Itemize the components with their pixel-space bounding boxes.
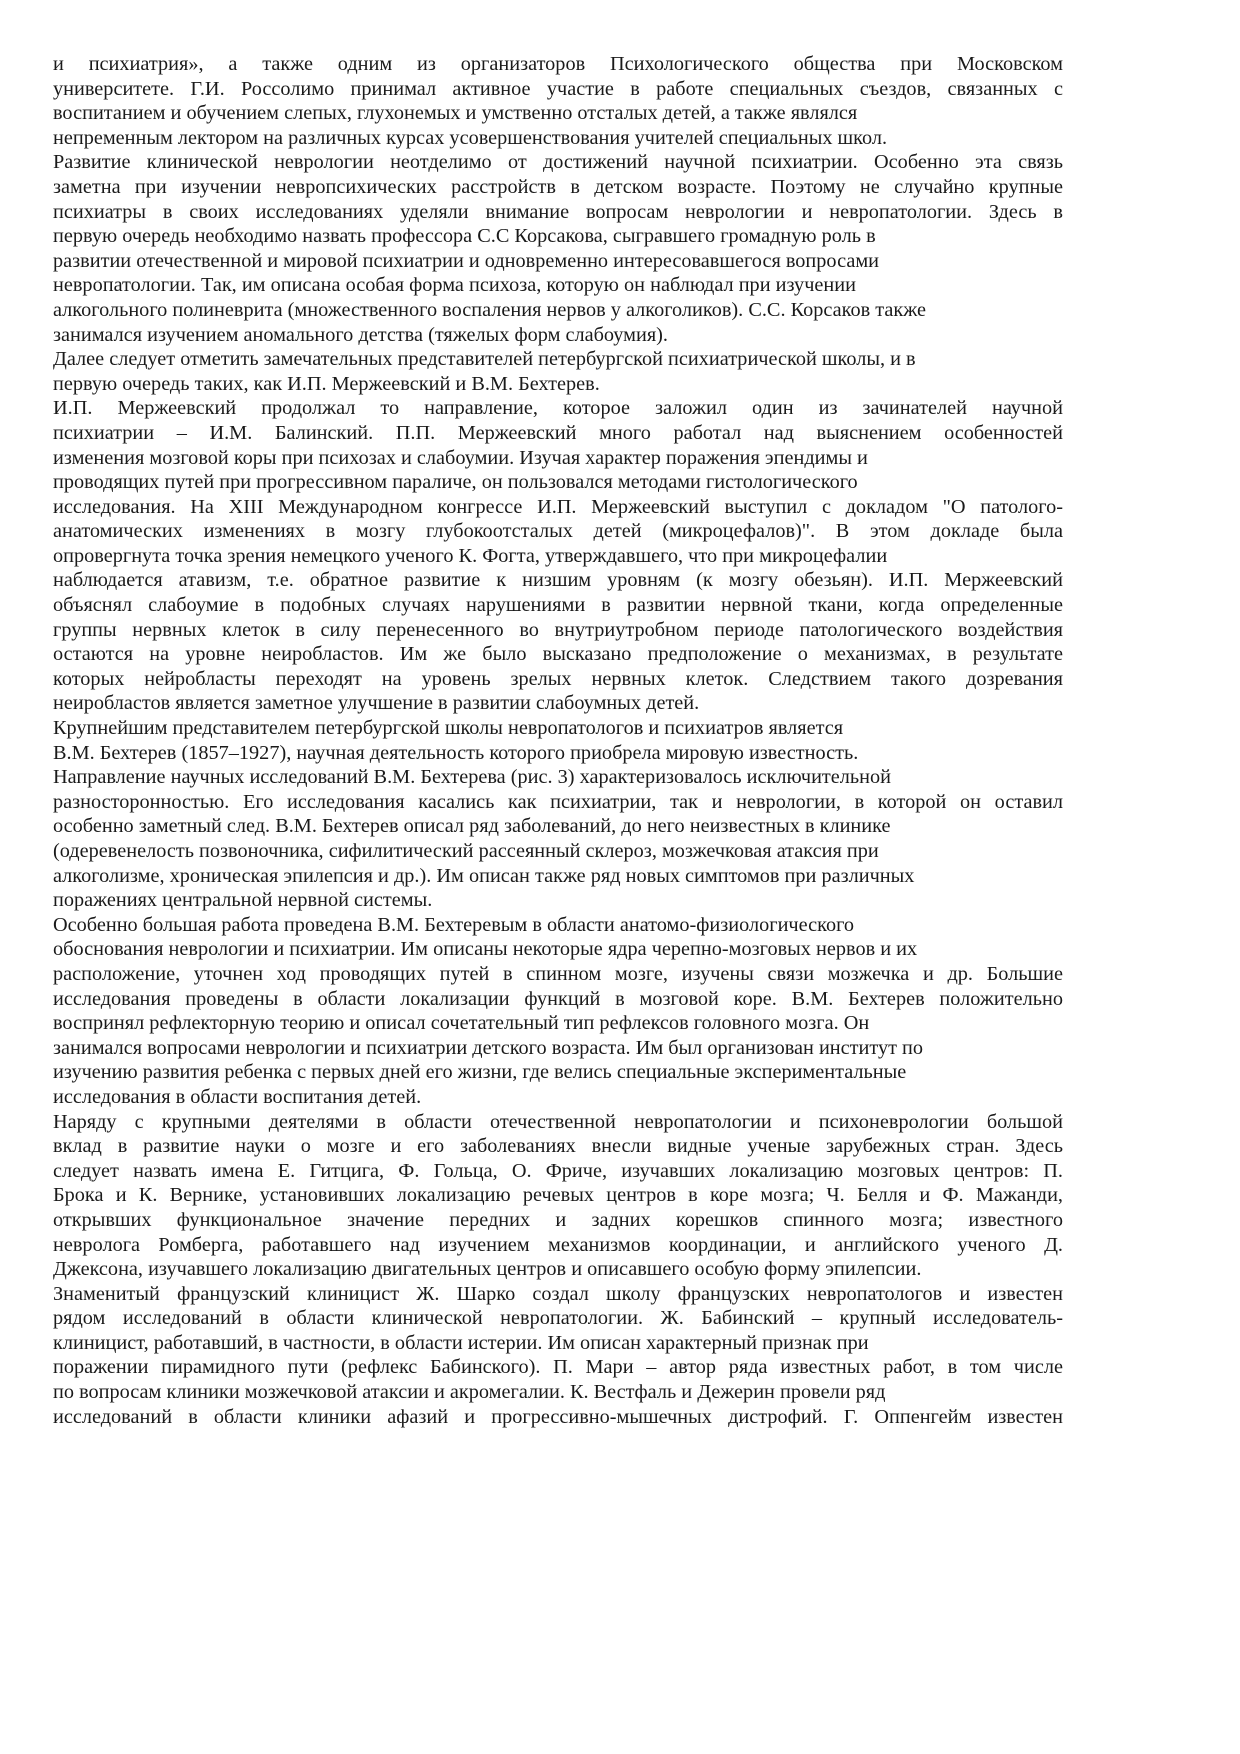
text-line: и психиатрия», а также одним из организаторов Психологического общества при Московском xyxy=(53,53,1063,75)
text-line: открывших функциональное значение передних и задних корешков спинного мозга; известного xyxy=(53,1208,1063,1231)
text-line: остаются на уровне неиробластов. Им же было высказано предположение о механизмах, в результате xyxy=(53,643,1063,666)
text-line: анатомических изменениях в мозгу глубокоотсталых детей (микроцефалов)". В этом докладе была xyxy=(53,520,1063,543)
text-line: проводящих путей при прогрессивном параличе, он пользовался методами гистологического xyxy=(53,471,858,494)
text-line: изучению развития ребенка с первых дней его жизни, где велись специальные экспериментальные xyxy=(53,1061,907,1084)
text-line: Развитие клинической неврологии неотделимо от достижений научной психиатрии. Особенно эта связь xyxy=(53,151,1063,174)
text-line: по вопросам клиники мозжечковой атаксии и акромегалии. К. Вестфаль и Дежерин провели ряд xyxy=(53,1381,886,1404)
text-line: алкоголизме, хроническая эпилепсия и др.). Им описан также ряд новых симптомов при различных xyxy=(53,864,915,887)
text-line: Направление научных исследований В.М. Бехтерева (рис. 3) характеризовалось исключительной xyxy=(53,766,892,789)
text-line: исследования проведены в области локализации функций в мозговой коре. В.М. Бехтерев положительно xyxy=(53,987,1063,1010)
text-line: (одеревенелость позвоночника, сифилитический рассеянный склероз, мозжечковая атаксия при xyxy=(53,840,879,862)
text-line: особенно заметный след. В.М. Бехтерев описал ряд заболеваний, до него неизвестных в клинике xyxy=(53,815,891,838)
text-line: непременным лектором на различных курсах усовершенствования учителей специальных школ. xyxy=(53,126,888,149)
text-line: группы нервных клеток в силу перенесенного во внутриутробном периоде патологического воздействия xyxy=(53,618,1063,641)
text-line: невролога Ромберга, работавшего над изучением механизмов координации, и английского ученого Д. xyxy=(53,1233,1063,1256)
text-line: которых нейробласты переходят на уровень зрелых нервных клеток. Следствием такого дозревания xyxy=(53,667,1063,690)
text-line: невропатологии. Так, им описана особая форма психоза, которую он наблюдал при изучении xyxy=(53,274,856,297)
text-line: разносторонностью. Его исследования касались как психиатрии, так и неврологии, в которой он оставил xyxy=(53,790,1063,813)
text-line: университете. Г.И. Россолимо принимал активное участие в работе специальных съездов, связанных с xyxy=(53,77,1063,100)
text-line: развитии отечественной и мировой психиатрии и одновременно интересовавшегося вопросами xyxy=(53,249,880,272)
text-line: первую очередь таких, как И.П. Мержеевский и В.М. Бехтерев. xyxy=(53,372,600,395)
text-line: неиробластов является заметное улучшение в развитии слабоумных детей. xyxy=(53,692,700,715)
text-line: заметна при изучении невропсихических расстройств в детском возрасте. Поэтому не случайно крупные xyxy=(53,175,1063,198)
document-body-text xyxy=(53,52,1063,1429)
text-line: обоснования неврологии и психиатрии. Им описаны некоторые ядра черепно-мозговых нервов и их xyxy=(53,938,918,961)
text-line: объяснял слабоумие в подобных случаях нарушениями в развитии нервной ткани, когда определенные xyxy=(53,594,1063,617)
text-line: воспринял рефлекторную теорию и описал сочетательный тип рефлексов головного мозга. Он xyxy=(53,1012,870,1035)
text-line: занимался изучением аномального детства (тяжелых форм слабоумия). xyxy=(53,323,668,346)
text-line: расположение, уточнен ход проводящих путей в спинном мозге, изучены связи мозжечка и др. Большие xyxy=(53,962,1063,985)
text-line: вклад в развитие науки о мозге и его заболеваниях внесли видные ученые зарубежных стран. Здесь xyxy=(53,1135,1063,1158)
text-line: занимался вопросами неврологии и психиатрии детского возраста. Им был организован институт по xyxy=(53,1036,924,1059)
text-line: психиатрии – И.М. Балинский. П.П. Мержеевский много работал над выяснением особенностей xyxy=(53,421,1063,444)
text-line: Знаменитый французский клиницист Ж. Шарко создал школу французских невропатологов и известен xyxy=(53,1282,1063,1305)
text-line: опровергнута точка зрения немецкого ученого К. Фогта, утверждавшего, что при микроцефалии xyxy=(53,544,888,567)
text-line: следует назвать имена Е. Гитцига, Ф. Гольца, О. Фриче, изучавших локализацию мозговых центров: П. xyxy=(53,1159,1063,1182)
text-line: Брока и К. Вернике, установивших локализацию речевых центров в коре мозга; Ч. Белля и Ф. Мажанди, xyxy=(53,1184,1063,1207)
text-line: рядом исследований в области клинической невропатологии. Ж. Бабинский – крупный исследователь- xyxy=(53,1307,1063,1330)
text-line: Далее следует отметить замечательных представителей петербургской психиатрической школы, и в xyxy=(53,348,916,371)
text-line: алкогольного полиневрита (множественного воспаления нервов у алкоголиков). С.С. Корсаков также xyxy=(53,298,926,321)
text-line: первую очередь необходимо назвать профессора С.С Корсакова, сыгравшего громадную роль в xyxy=(53,225,876,248)
text-line: исследований в области клиники афазий и прогрессивно-мышечных дистрофий. Г. Оппенгейм известен xyxy=(53,1405,1063,1428)
text-line: Наряду с крупными деятелями в области отечественной невропатологии и психоневрологии большой xyxy=(53,1110,1063,1133)
text-line: Особенно большая работа проведена В.М. Бехтеревым в области анатомо-физиологического xyxy=(53,913,855,936)
text-line: клиницист, работавший, в частности, в области истерии. Им описан характерный признак при xyxy=(53,1331,869,1354)
text-line: поражении пирамидного пути (рефлекс Бабинского). П. Мари – автор ряда известных работ, в том числе xyxy=(53,1356,1063,1379)
text-line: В.М. Бехтерев (1857–1927), научная деятельность которого приобрела мировую известность. xyxy=(53,741,859,764)
text-line: Крупнейшим представителем петербургской школы невропатологов и психиатров является xyxy=(53,717,844,740)
text-line: И.П. Мержеевский продолжал то направление, которое заложил один из зачинателей научной xyxy=(53,397,1063,420)
text-line: Джексона, изучавшего локализацию двигательных центров и описавшего особую форму эпилепсии. xyxy=(53,1258,922,1281)
text-line: исследования в области воспитания детей. xyxy=(53,1085,422,1108)
text-line: наблюдается атавизм, т.е. обратное развитие к низшим уровням (к мозгу обезьян). И.П. Мержеевский xyxy=(53,569,1063,592)
text-line: поражениях центральной нервной системы. xyxy=(53,889,433,912)
text-line: изменения мозговой коры при психозах и слабоумии. Изучая характер поражения эпендимы и xyxy=(53,446,868,469)
text-line: психиатры в своих исследованиях уделяли внимание вопросам неврологии и невропатологии. Здесь в xyxy=(53,200,1063,223)
text-line: воспитанием и обучением слепых, глухонемых и умственно отсталых детей, а также являлся xyxy=(53,102,858,125)
text-line: исследования. На XIII Международном конгрессе И.П. Мержеевский выступил с докладом "О патолого- xyxy=(53,495,1063,518)
